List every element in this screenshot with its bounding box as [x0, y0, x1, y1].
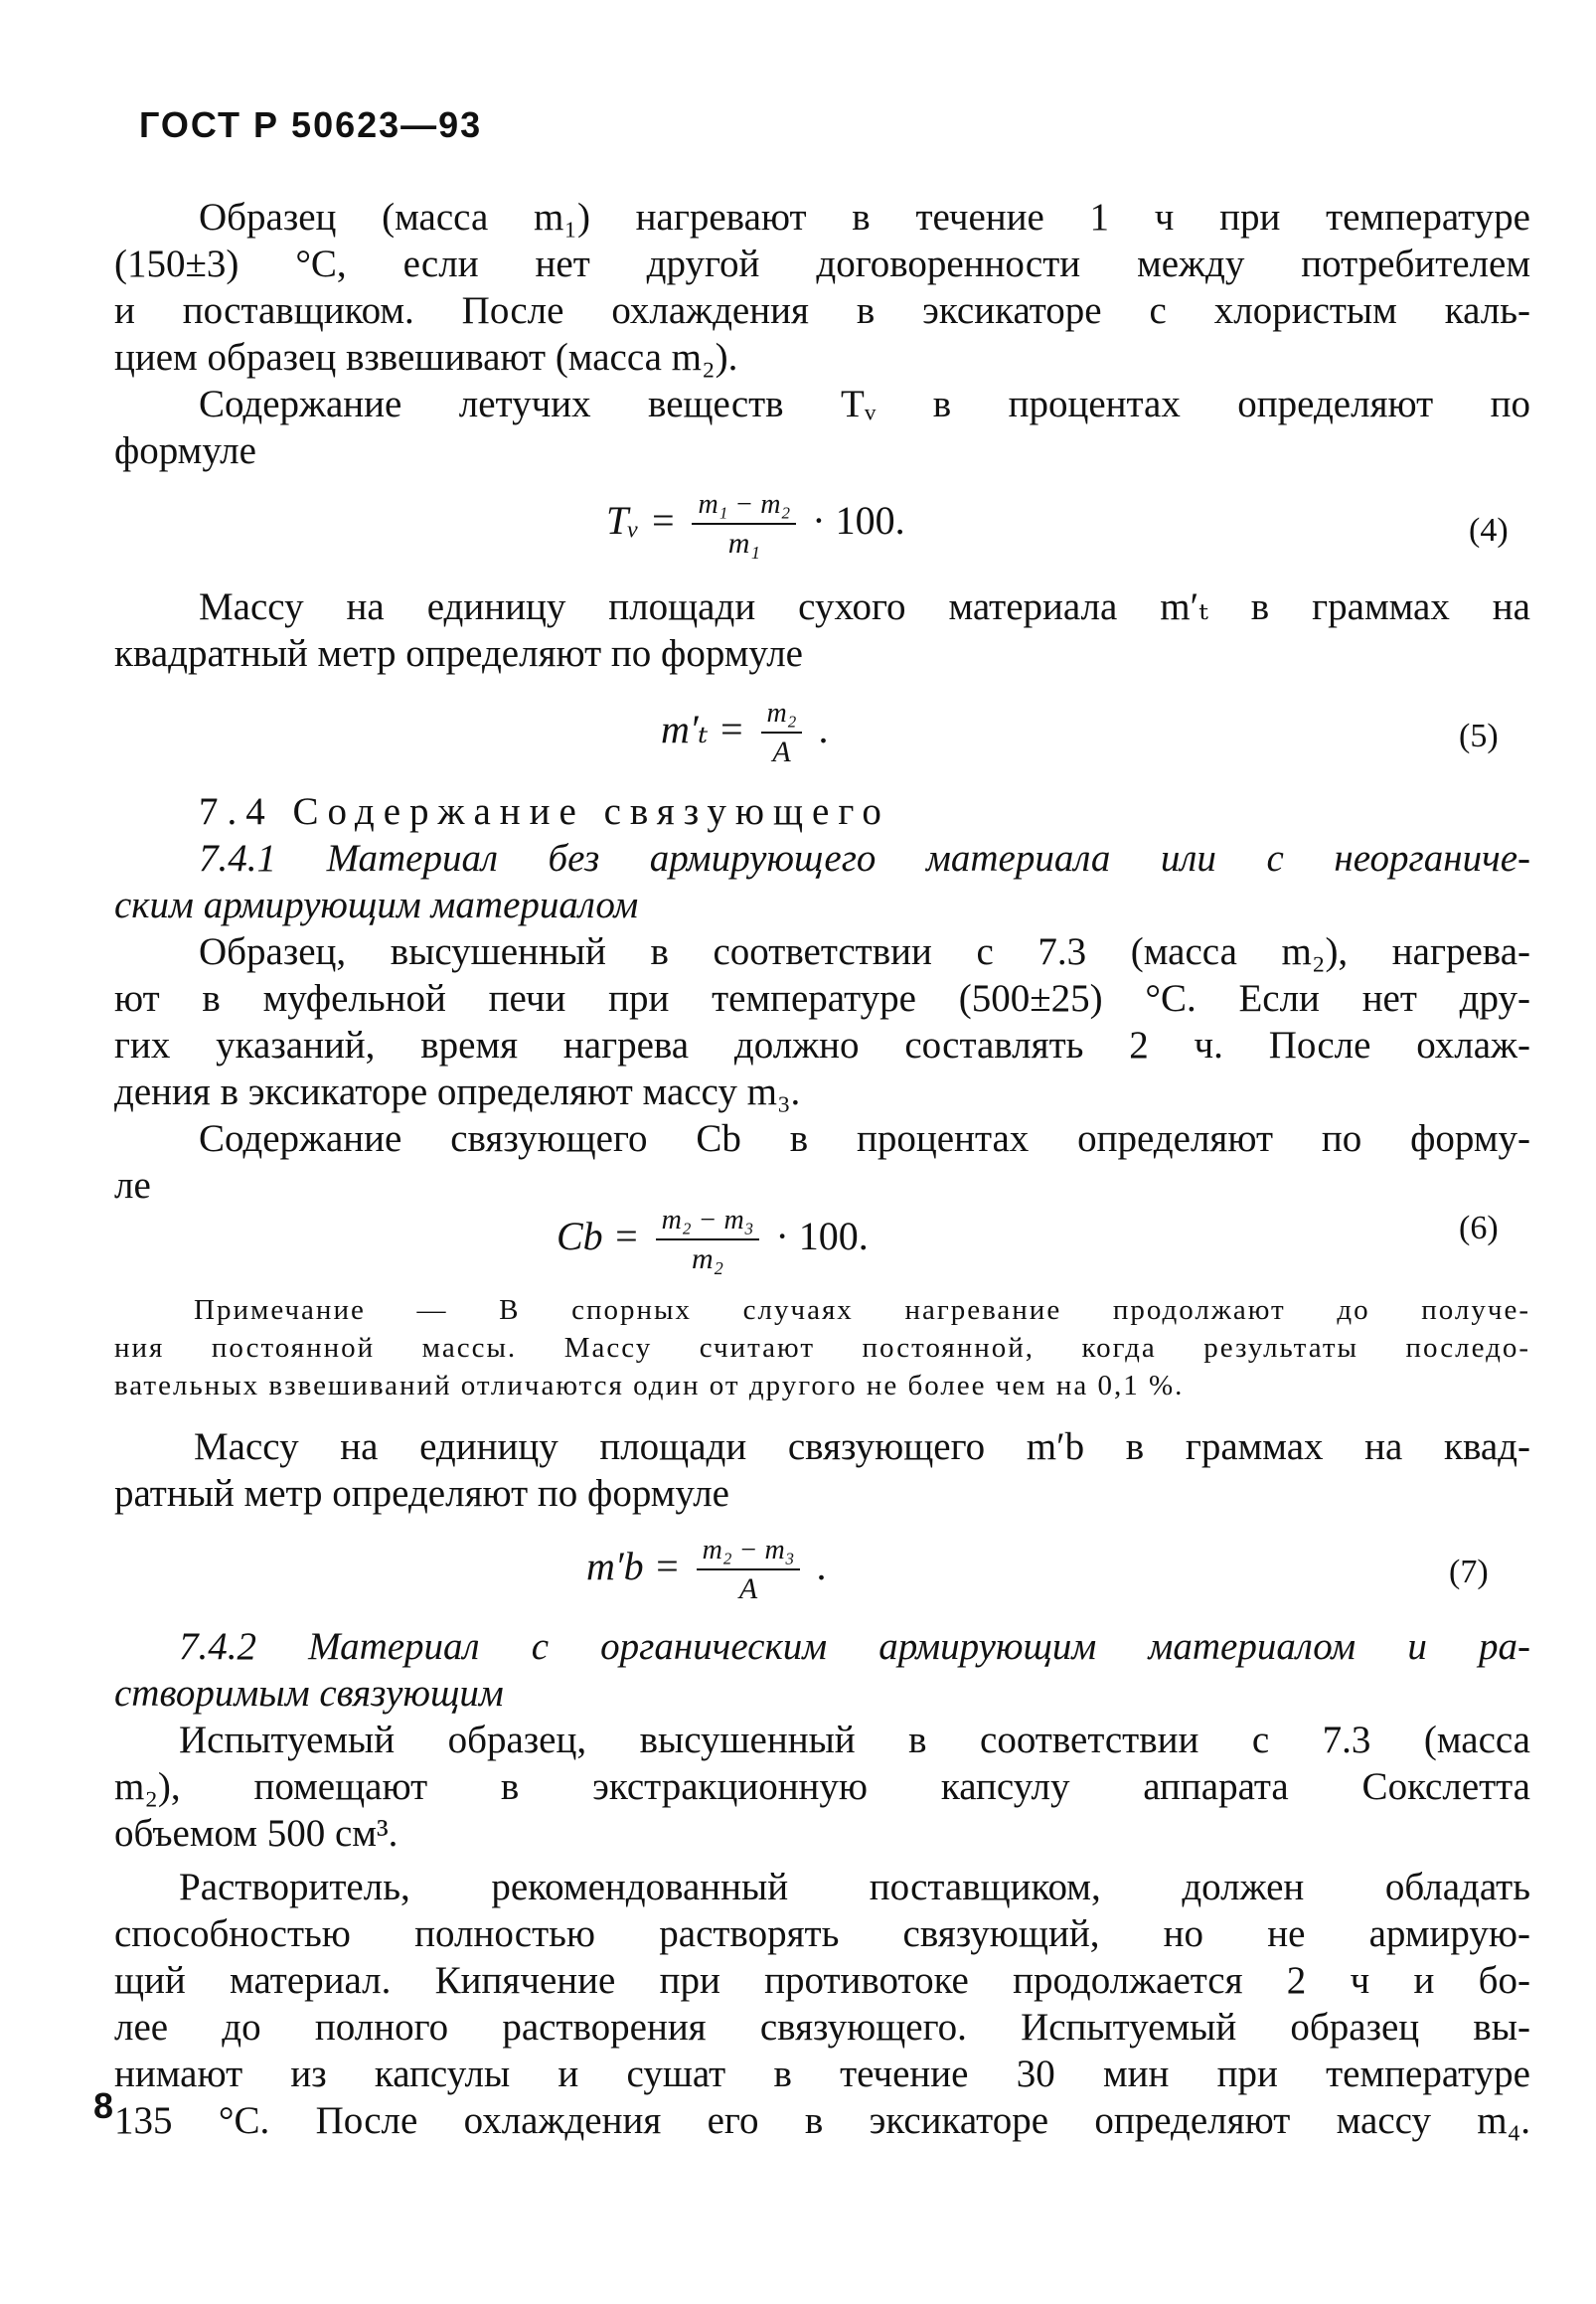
formula-6 [557, 1203, 869, 1278]
paragraph-line: Содержание летучих веществ Tᵥ в процентах определяют по [199, 383, 1530, 425]
note-line: вательных взвешиваний отличаются один от другого не более чем на 0,1 %. [114, 1370, 1185, 1401]
paragraph-line: Массу на единицу площади сухого материала m′ₜ в граммах на [199, 585, 1530, 628]
equation-number: (5) [1459, 718, 1499, 754]
formula-rhs: · 100. [812, 498, 905, 544]
paragraph-line: Образец (масса m₁) нагревают в течение 1 ч при температуре [199, 196, 1530, 239]
paragraph-line: дения в эксикаторе определяют массу m₃. [114, 1070, 801, 1113]
formula-denominator: A [772, 736, 791, 768]
page-number: 8 [93, 2085, 114, 2126]
equation-number: (6) [1459, 1210, 1499, 1246]
paragraph-line: щий материал. Кипячение при противотоке продолжается 2 ч и бо- [114, 1959, 1530, 2002]
paragraph-line: Растворитель, рекомендованный поставщиком, должен обладать [179, 1866, 1530, 1908]
formula-denominator: m₂ [692, 1242, 724, 1275]
formula-lhs: m′ₜ = [661, 707, 745, 752]
paragraph-line: ле [114, 1164, 151, 1207]
formula-4 [606, 487, 905, 563]
formula-lhs: Cb = [557, 1214, 640, 1259]
formula-7 [586, 1533, 826, 1608]
subsection-heading: створимым связующим [114, 1672, 504, 1715]
paragraph-line: 135 °С. После охлаждения его в эксикаторе определяют массу m₄. [114, 2099, 1530, 2142]
note-line: ния постоянной массы. Массу считают постоянной, когда результаты последо- [114, 1332, 1530, 1364]
formula-lhs: Tᵥ = [606, 498, 677, 544]
subsection-heading: 7.4.1 Материал без армирующего материала или с неорганиче- [199, 837, 1530, 880]
paragraph-line: лее до полного растворения связующего. Испытуемый образец вы- [114, 2006, 1530, 2049]
paragraph-line: Массу на единицу площади связующего m′b в граммах на квад- [194, 1425, 1530, 1468]
formula-numerator: m₂ − m₃ [697, 1533, 801, 1570]
paragraph-line: объемом 500 см³. [114, 1812, 399, 1855]
formula-lhs: m′b = [586, 1544, 681, 1589]
paragraph-line: цием образец взвешивают (масса m₂). [114, 336, 738, 379]
paragraph-line: и поставщиком. После охлаждения в эксикаторе с хлористым каль- [114, 289, 1530, 332]
paragraph-line: ратный метр определяют по формуле [114, 1472, 729, 1515]
paragraph-line: m₂), помещают в экстракционную капсулу аппарата Сокслетта [114, 1765, 1530, 1808]
paragraph-line: Образец, высушенный в соответствии с 7.3 (масса m₂), нагрева- [199, 930, 1530, 973]
paragraph-line: формуле [114, 429, 256, 472]
formula-rhs: . [818, 707, 829, 752]
equation-number: (4) [1469, 512, 1509, 549]
formula-fraction [761, 696, 803, 771]
paragraph-line: способностью полностью растворять связующий, но не армирую- [114, 1912, 1530, 1955]
section-heading: 7.4 Содержание связующего [199, 790, 890, 833]
paragraph-line: ют в муфельной печи при температуре (500±25) °С. Если нет дру- [114, 977, 1530, 1020]
formula-fraction [697, 1533, 801, 1608]
paragraph-line: Содержание связующего Cb в процентах определяют по форму- [199, 1117, 1530, 1160]
note-line: Примечание — В спорных случаях нагревание продолжают до получе- [194, 1294, 1530, 1326]
paragraph-line: Испытуемый образец, высушенный в соответствии с 7.3 (масса [179, 1719, 1530, 1761]
equation-number: (7) [1449, 1554, 1489, 1590]
formula-fraction [656, 1203, 760, 1278]
formula-denominator: m₁ [727, 527, 760, 560]
formula-denominator: A [738, 1572, 758, 1605]
subsection-heading: 7.4.2 Материал с органическим армирующим материалом и ра- [179, 1625, 1530, 1668]
paragraph-line: гих указаний, время нагрева должно составлять 2 ч. После охлаж- [114, 1024, 1530, 1067]
formula-5 [661, 696, 828, 771]
formula-numerator: m₁ − m₂ [692, 487, 796, 525]
formula-numerator: m₂ − m₃ [656, 1203, 760, 1240]
document-header: ГОСТ Р 50623—93 [139, 104, 483, 145]
subsection-heading: ским армирующим материалом [114, 884, 639, 926]
formula-numerator: m₂ [761, 696, 803, 734]
paragraph-line: квадратный метр определяют по формуле [114, 632, 803, 675]
paragraph-line: (150±3) °С, если нет другой договоренности между потребителем [114, 243, 1530, 285]
formula-rhs: . [816, 1544, 827, 1589]
paragraph-line: нимают из капсулы и сушат в течение 30 мин при температуре [114, 2053, 1530, 2095]
formula-fraction [692, 487, 796, 563]
formula-rhs: · 100. [775, 1214, 869, 1259]
